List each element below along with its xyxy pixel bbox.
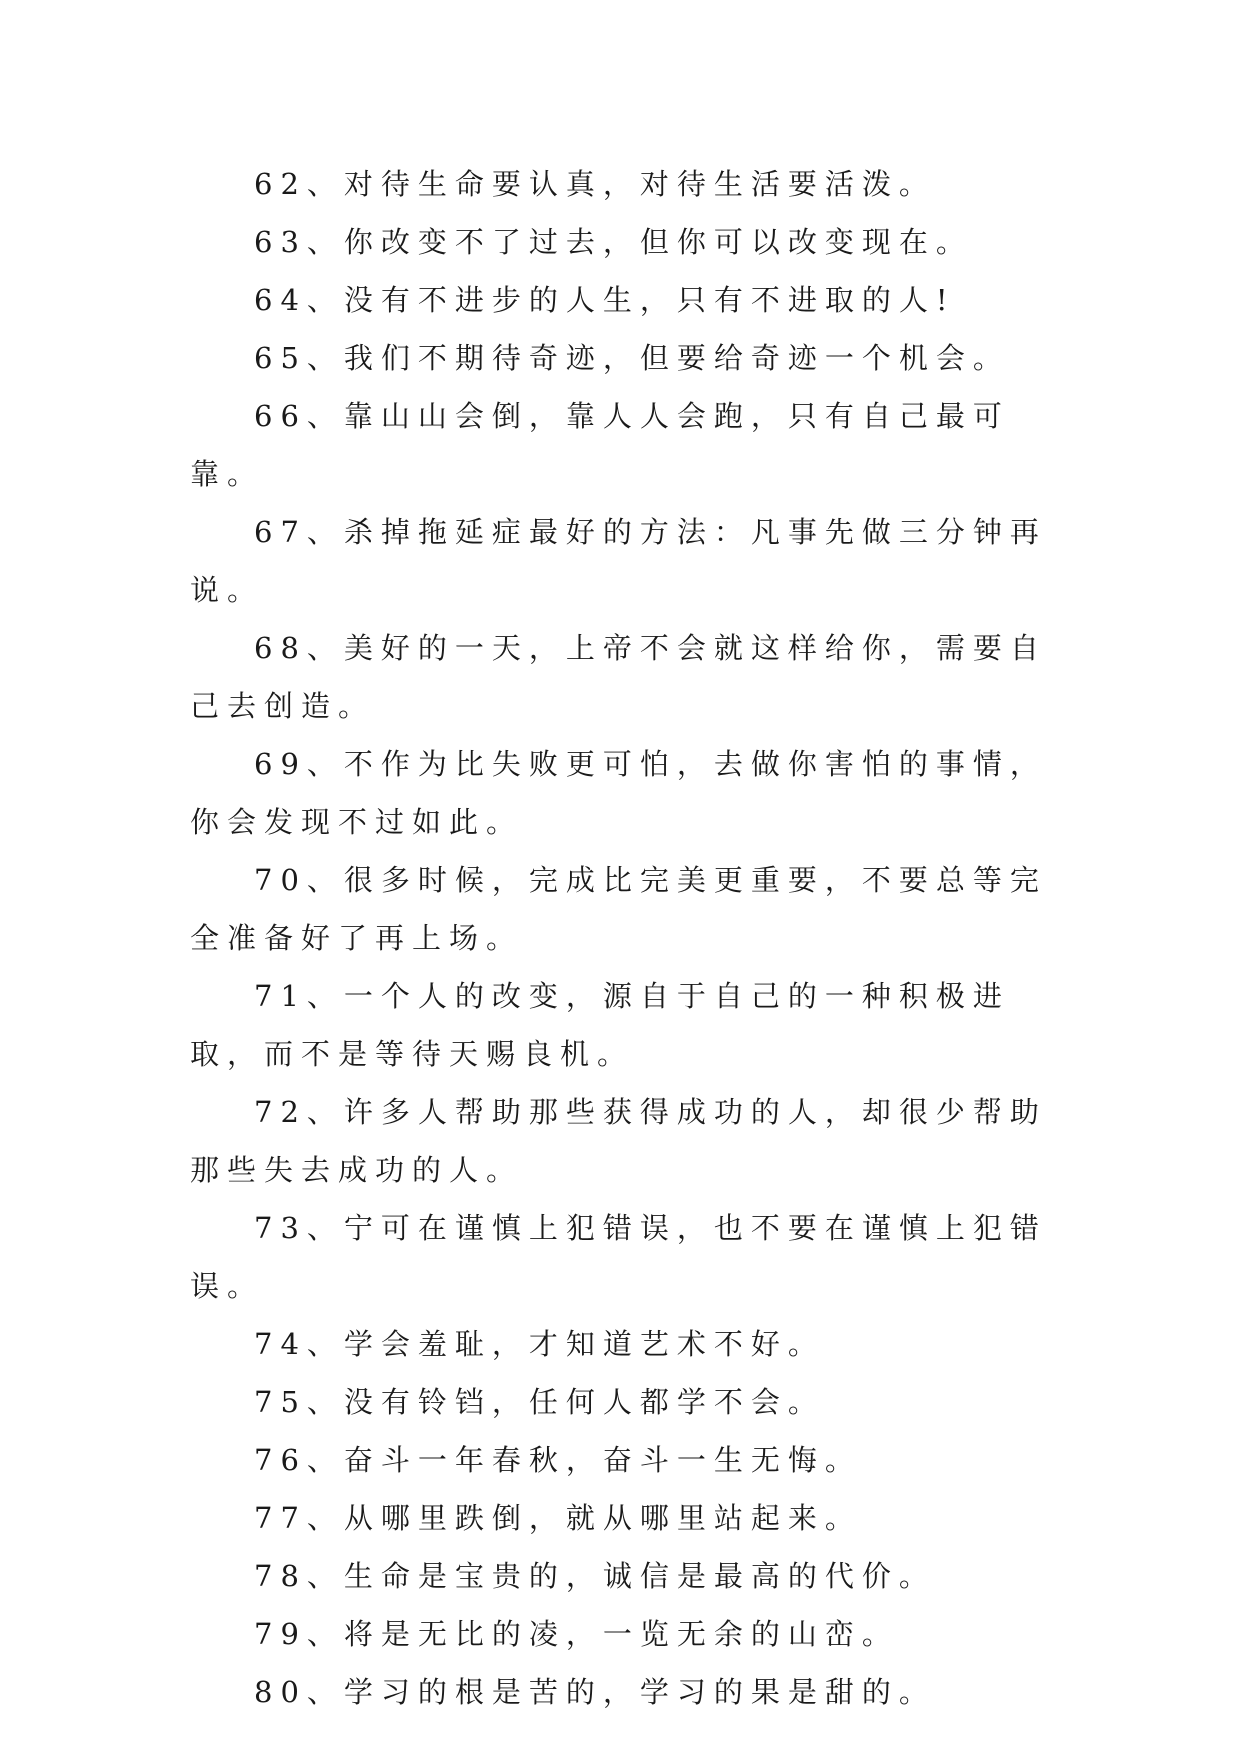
list-item: 73、宁可在谨慎上犯错误，也不要在谨慎上犯错误。 — [190, 1211, 1047, 1303]
list-item: 71、一个人的改变，源自于自己的一种积极进取，而不是等待天赐良机。 — [190, 979, 1010, 1071]
list-item: 74、学会羞耻，才知道艺术不好。 — [254, 1327, 825, 1361]
list-item: 76、奋斗一年春秋，奋斗一生无悔。 — [254, 1443, 862, 1477]
list-item: 79、将是无比的凌，一览无余的山峦。 — [254, 1617, 899, 1651]
list-item: 68、美好的一天，上帝不会就这样给你，需要自己去创造。 — [190, 631, 1047, 723]
list-item: 62、对待生命要认真，对待生活要活泼。 — [254, 167, 936, 201]
list-item: 80、学习的根是苦的，学习的果是甜的。 — [254, 1675, 936, 1709]
quote-list — [190, 155, 1050, 1721]
list-item: 63、你改变不了过去，但你可以改变现在。 — [254, 225, 973, 259]
list-item: 72、许多人帮助那些获得成功的人，却很少帮助那些失去成功的人。 — [190, 1095, 1047, 1187]
list-item: 67、杀掉拖延症最好的方法：凡事先做三分钟再说。 — [190, 515, 1047, 607]
list-item: 78、生命是宝贵的，诚信是最高的代价。 — [254, 1559, 936, 1593]
list-item: 70、很多时候，完成比完美更重要，不要总等完全准备好了再上场。 — [190, 863, 1047, 955]
list-item: 65、我们不期待奇迹，但要给奇迹一个机会。 — [254, 341, 1010, 375]
list-item: 66、靠山山会倒，靠人人会跑，只有自己最可靠。 — [190, 399, 1010, 491]
list-item: 75、没有铃铛，任何人都学不会。 — [254, 1385, 825, 1419]
list-item: 69、不作为比失败更可怕，去做你害怕的事情，你会发现不过如此。 — [190, 747, 1047, 839]
list-item: 77、从哪里跌倒，就从哪里站起来。 — [254, 1501, 862, 1535]
list-item: 64、没有不进步的人生，只有不进取的人! — [254, 283, 956, 317]
